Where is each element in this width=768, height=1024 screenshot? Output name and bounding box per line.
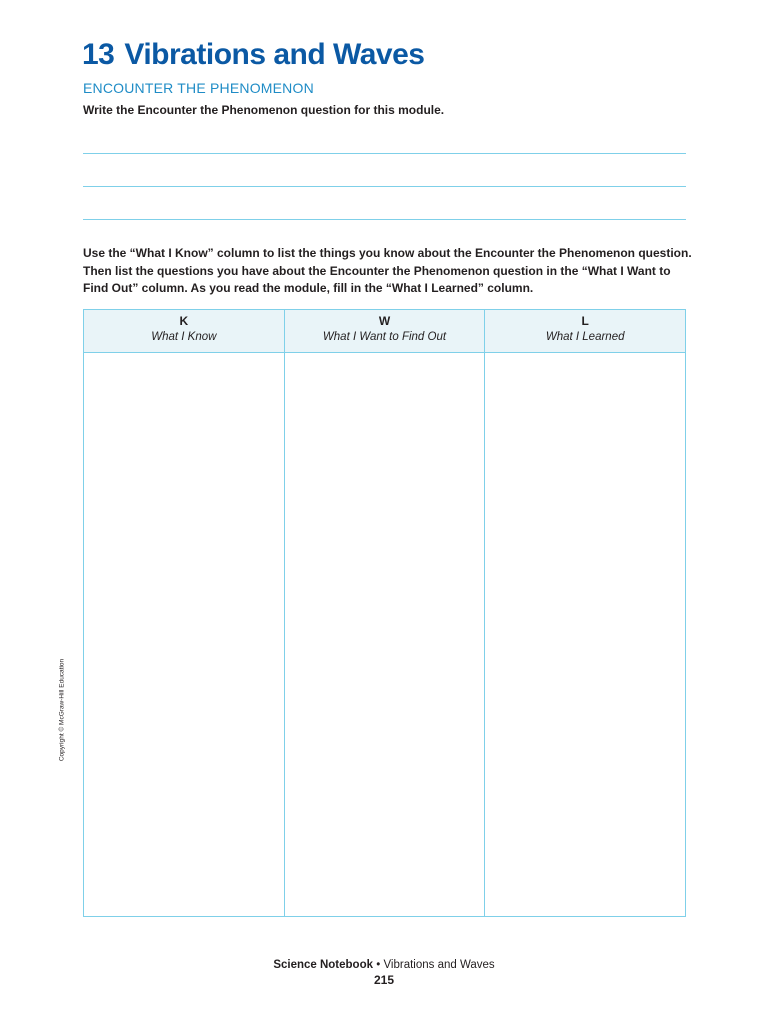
kwl-column-want xyxy=(285,310,486,916)
kwl-header-learned xyxy=(485,310,685,353)
kwl-column-know xyxy=(84,310,285,916)
kwl-label-know: What I Know xyxy=(151,331,217,343)
module-number: 13 xyxy=(82,38,115,71)
page-number: 215 xyxy=(373,973,395,987)
kwl-header-know xyxy=(84,310,284,353)
kwl-chart xyxy=(83,309,686,917)
module-title xyxy=(82,38,424,72)
kwl-header-want xyxy=(285,310,485,353)
kwl-instructions: Use the “What I Know” column to list the things you know about the Encounter the Phenomenon question. Then list the questions you have about the Encounter the Phenomenon question in the “What I Want to Find Out” column. As you read the module, fill in the “What I Learned” column. xyxy=(83,246,692,295)
section-heading: ENCOUNTER THE PHENOMENON xyxy=(83,80,314,96)
page-footer xyxy=(0,958,768,988)
footer-book-title: Science Notebook xyxy=(273,959,374,971)
answer-line-2[interactable] xyxy=(83,186,686,187)
kwl-column-learned xyxy=(485,310,685,916)
copyright-text: Copyright © McGraw-Hill Education xyxy=(58,658,66,762)
kwl-cell-know[interactable] xyxy=(84,353,284,916)
footer-separator: • xyxy=(376,959,381,971)
kwl-label-want: What I Want to Find Out xyxy=(322,331,447,343)
answer-line-3[interactable] xyxy=(83,219,686,220)
kwl-letter-k: K xyxy=(179,314,189,328)
kwl-letter-w: W xyxy=(378,314,391,328)
question-prompt: Write the Encounter the Phenomenon question for this module. xyxy=(83,103,445,117)
footer-chapter: Vibrations and Waves xyxy=(383,959,495,971)
kwl-letter-l: L xyxy=(581,314,589,328)
kwl-cell-want[interactable] xyxy=(285,353,485,916)
kwl-cell-learned[interactable] xyxy=(485,353,685,916)
kwl-label-learned: What I Learned xyxy=(545,331,625,343)
module-title-text: Vibrations and Waves xyxy=(124,38,425,71)
answer-line-1[interactable] xyxy=(83,153,686,154)
